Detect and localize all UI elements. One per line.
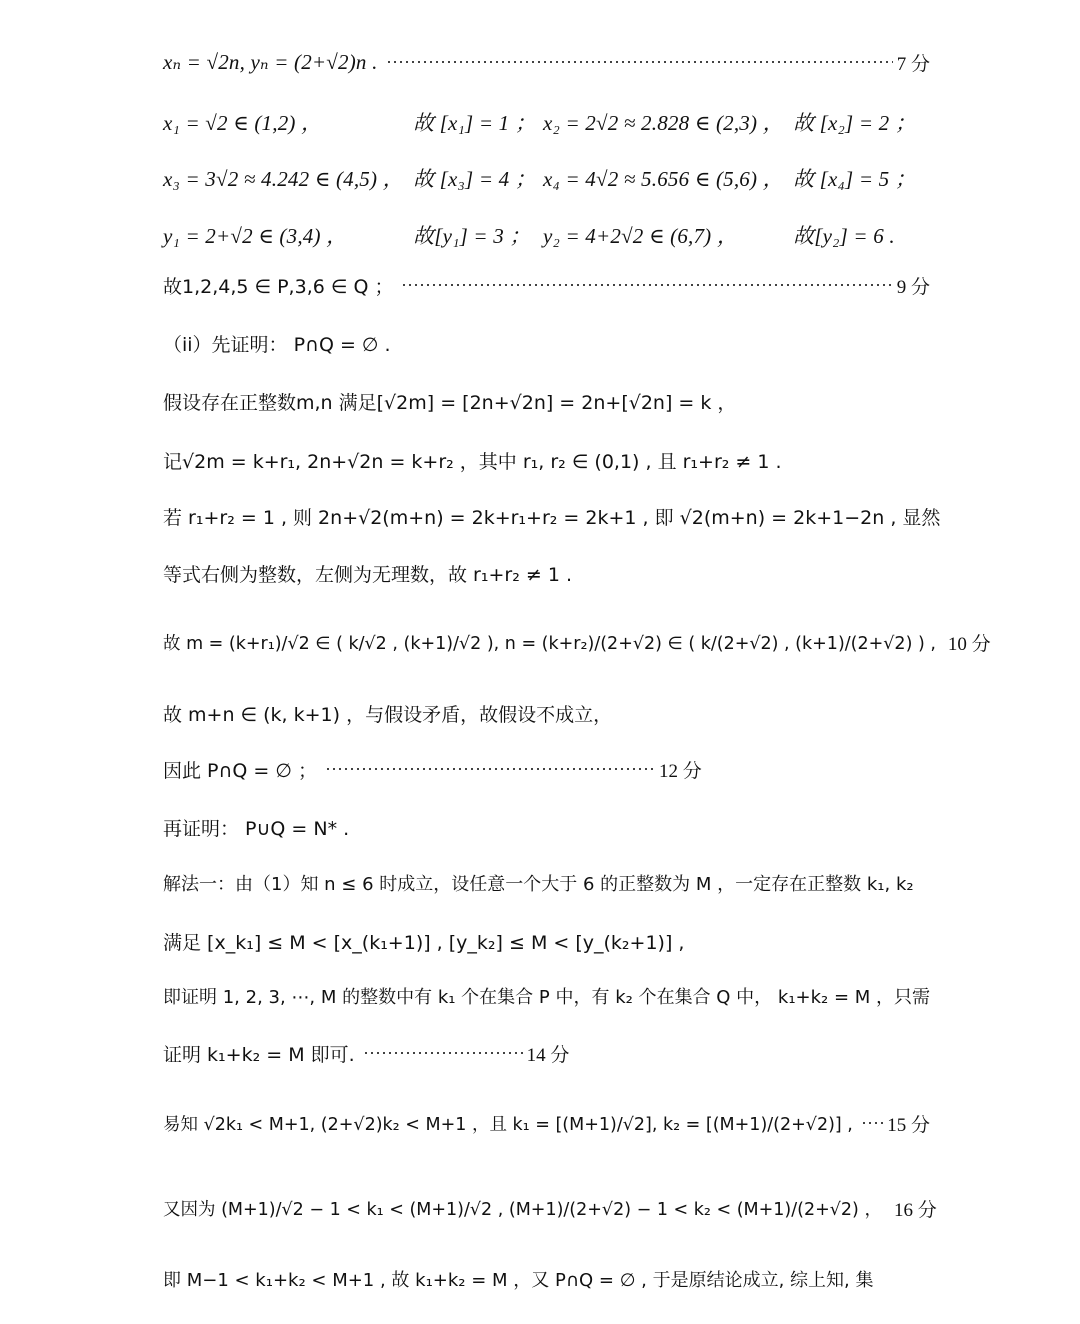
irrational-argument: 等式右侧为整数，左侧为无理数，故 r₁+r₂ ≠ 1 .: [163, 563, 572, 586]
y2-value: y₂ = 4+2√2 ∈ (6,7) ，: [543, 224, 739, 248]
y1-value: y₁ = 2+√2 ∈ (3,4) ，: [163, 224, 348, 248]
line-16: [163, 921, 930, 961]
values-row-y12: [163, 220, 913, 250]
final-conclusion: 即 M−1 < k₁+k₂ < M+1 , 故 k₁+k₂ = M ，又 P∩Q = ∅ , 于是原结论成立, 综上知, 集: [163, 1270, 874, 1291]
proof-part-ii-heading: （ii）先证明： P∩Q = ∅ .: [163, 333, 391, 356]
x4-value: x₄ = 4√2 ≈ 5.656 ∈ (5,6) ，: [543, 167, 784, 191]
x4-floor: 故 [x₄] = 5 ；: [793, 167, 917, 191]
line-13: [163, 749, 930, 789]
values-row-x12: [163, 107, 917, 137]
x3-value: x₃ = 3√2 ≈ 4.242 ∈ (4,5) ，: [163, 167, 404, 191]
line-11: [163, 622, 991, 662]
assumption-text: 假设存在正整数m,n 满足[√2m] = [2n+√2n] = 2n+[√2n] = k ，: [163, 391, 737, 414]
dot-leader: [401, 284, 892, 286]
case-text: 若 r₁+r₂ = 1 , 则 2n+√2(m+n) = 2k+r₁+r₂ = 2k+1 , 即 √2(m+n) = 2k+1−2n , 显然: [163, 506, 941, 529]
line-8: [163, 440, 930, 480]
x2-floor: 故 [x₂] = 2 ；: [793, 111, 917, 135]
y1-floor: 故[y₁] = 3 ；: [413, 224, 531, 248]
proof-goal: 证明 k₁+k₂ = M 即可.: [163, 1043, 355, 1066]
line-19: [163, 1103, 930, 1143]
x3-floor: 故 [x₃] = 4 ；: [413, 167, 537, 191]
line-5: [163, 265, 930, 305]
line-17: [163, 976, 930, 1016]
membership-conclusion: 故1,2,4,5 ∈ P,3,6 ∈ Q ；: [163, 275, 394, 298]
line-1: [163, 42, 930, 82]
k-bound-derivation: 易知 √2k₁ < M+1, (2+√2)k₂ < M+1 ，且 k₁ = [(M+1)/√2], k₂ = [(M+1)/(2+√2)] ,: [163, 1114, 853, 1135]
x1-floor: 故 [x₁] = 1 ；: [413, 111, 537, 135]
score-marker: 15 分: [887, 1114, 930, 1136]
line-3: [163, 158, 930, 198]
floor-inequality: 满足 [x_k₁] ≤ M < [x_(k₁+1)] , [y_k₂] ≤ M < [y_(k₂+1)] ,: [163, 931, 685, 954]
notation-text: 记√2m = k+r₁, 2n+√2n = k+r₂ ，其中 r₁, r₂ ∈ (0,1) , 且 r₁+r₂ ≠ 1 .: [163, 450, 782, 473]
score-marker: 7 分: [896, 53, 930, 75]
dot-leader: [363, 1052, 523, 1054]
x1-value: x₁ = √2 ∈ (1,2) ，: [163, 111, 323, 135]
dot-leader: [386, 61, 893, 63]
counting-argument: 即证明 1, 2, 3, ⋯, M 的整数中有 k₁ 个在集合 P 中，有 k₂ 个在集合 Q 中， k₁+k₂ = M ，只需: [163, 987, 931, 1008]
interval-derivation: 故 m = (k+r₁)/√2 ∈ ( k/√2 , (k+1)/√2 ), n = (k+r₂)/(2+√2) ∈ ( k/(2+√2) , (k+1)/(2+√2) ) ,: [163, 633, 936, 654]
score-marker: 10 分: [947, 633, 991, 655]
line-14: [163, 807, 930, 847]
line-9: [163, 496, 941, 536]
line-12: [163, 693, 930, 733]
line-21: [163, 1259, 930, 1299]
line-20: [163, 1188, 937, 1228]
contradiction-text: 故 m+n ∈ (k, k+1) ，与假设矛盾，故假设不成立，: [163, 703, 613, 726]
score-marker: 14 分: [526, 1044, 570, 1066]
line-6: [163, 323, 930, 363]
line-2: [163, 102, 930, 142]
y2-floor: 故[y₂] = 6 .: [793, 224, 895, 248]
line-4: [163, 215, 930, 255]
line-18: [163, 1033, 930, 1073]
score-marker: 9 分: [896, 276, 930, 298]
line-7: [163, 381, 930, 421]
k-inequality: 又因为 (M+1)/√2 − 1 < k₁ < (M+1)/√2 , (M+1)/(2+√2) − 1 < k₂ < (M+1)/(2+√2) ，: [163, 1199, 882, 1220]
score-marker: 12 分: [658, 760, 702, 782]
sequence-definition: xₙ = √2n, yₙ = (2+√2)n .: [163, 49, 378, 74]
values-row-x34: [163, 163, 917, 193]
dot-leader: [861, 1122, 883, 1124]
method-one-text: 解法一：由（1）知 n ≤ 6 时成立，设任意一个大于 6 的正整数为 M ，一定存在正整数 k₁, k₂: [163, 874, 914, 895]
union-heading: 再证明： P∪Q = N* .: [163, 817, 350, 840]
dot-leader: [325, 768, 655, 770]
intersection-conclusion: 因此 P∩Q = ∅ ；: [163, 759, 317, 782]
line-15: [163, 863, 930, 903]
score-marker: 16 分: [893, 1199, 937, 1221]
line-10: [163, 553, 930, 593]
x2-value: x₂ = 2√2 ≈ 2.828 ∈ (2,3) ，: [543, 111, 784, 135]
